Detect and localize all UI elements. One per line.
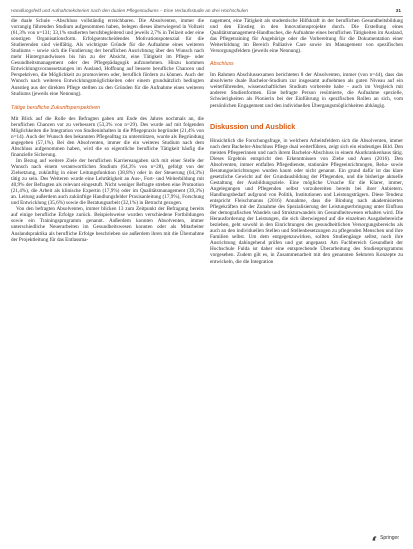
subsection-heading-career: Tätige berufliche Zukunftsperspektiven bbox=[11, 104, 101, 111]
left-paragraph-1: die duale Schule –Abschluss vollständig erreichbaren. Die Absolventen, immer die vorrangig führenden Studium aufgenommen haben, belegen dieses überwiegend in Vollzeit (61,3% von n=131; 33,1% studierten berufsbegleitend und jeweils 2,7% in Teilzeit oder eine sonstigen Organisationsform. Erfolgsentscheidendes Motivationspotenzial für die Studierenden sind vielfältig. Als wichtigste Gründe für die Aufnahme eines weiteren Studiums – sowie sich die Fundierung der beruflichen Ausrichtung über den Wunsch nach mehr Hintergrundwissen bis hin zu der Absicht, eine Tätigkeit im Pflege- oder Gesundheitsmanagement oder des Pflegepädagogik aufzunehmen. Hinzu kommen Entwicklungsvoraussetzungen im Ausland, Hoffnung auf bessere berufliche Chancen und Perspektiven, die Möglichkeit zu promovieren oder, beruflich fördern zu können. Auch der Wunsch nach weiteren Entwicklungsmöglichkeiten oder einem grundsätzlich bedingten Ausstieg aus der direkten Pflege stellten zu den Gründen für die Aufnahme eines weiteren Studiums (jeweils eine Nennung). bbox=[11, 18, 204, 97]
right-paragraph-3: Hinsichtlich die Forschungsfrage, in welchem Arbeitsfeldern sich die Absolventen, immer nach dem Bachelor-Abschluss Pflege dual weiterführen, zeigt sich ein eindeutiges Bild. Den meisten Pflegeerinnen und nach ihrem Bachelor-Abschluss in einem Akutkrankenhaus tätig. Dieses Ergebnis entspricht den Erkenntnissen von Ziehe und Auen (2016). Den Absolventen, immer entfallen Pflegedienste, stationäre Pflegeeinrichtungen, Reha- sowie Beratungseinrichtungen wurden kaum oder nicht genannt. Ein grund dafür ist das klare gesetzliche Gewicht auf der Grundausbildung der Pflegenden, und die bisherige aktuelle Gestaltung der Ausbildungsziele. Eine mögliche Ursache für die Klarer, immer, Angelegungen und Pflegenden selbst vorzubereiten bereits bei ihrer Anbietern. Handlungsbedarf aufgrund von Politik, Institutionen und Leistungsträgern. Diese Tendenz entspricht Fleischmanns (2016) Annahme, dass die Bindung nach akademisierten Pflegekräften mit der Zunahme des Spezialisierung der Leistungserbringung unter Einfluss der demografischen Wandels und Strukturwandels im Gesundheitswesen erhalten wird. Die Herausforderung der Leistungen, die sich überwiegend auf die einzelnen Ausgabebereiche beziehen, geht sowohl in den Einrichtungen des gesundheitlichen Versorgungsbereichs als auch an den individuellen Stellen und Stellenbesetzungen zu pflegenden Menschen und ihre Familien selbst. Um dem entgegenzuwirken, sollten Studiengänge selbst, noch ihre Ausrichtung dahingehend prüfen und gut angepasst. Am Fachbereich Gesundheit der Hochschule Fulda ist daher eine entsprechende Überarbeitung des Studienprogramms vorgesehen. Zudem gilt es, in Zusammenarbeit mit den genannten Sektoren Konzepte zu entwickeln, die die Integration bbox=[210, 137, 403, 265]
subsection-heading-abschluss: Abschluss bbox=[210, 61, 234, 68]
left-paragraph-2: Mit Blick auf die Rolle des Befragten gaben am Ende des Jahres nochmals an, die beruflichen Chancen vor zu verbessern (53,3% von n=29). Des wurde auf mit folgenden Möglichkeiten die Integration von Studieninhalten in die Pflegepraxis begründet (21,4% von n=14). Auch der Wunsch den bekannten Pflegealltag zu unterstützen, wurde als Begründung angegeben (57,1%). Bei den Absolventen, immer die ein weiteres Studium nach dem Abschluss aufgenommen haben, wird die so eigentliche berufliche Tätigkeit häufig die finanzielle Sicherung. bbox=[11, 115, 204, 158]
horse-icon bbox=[371, 535, 378, 542]
running-header bbox=[11, 6, 403, 17]
left-column bbox=[11, 18, 204, 530]
publisher-logo bbox=[371, 534, 399, 542]
running-header-title: Handlungsfeld und Aufnahmekriterien nach den dualen Pflegestudiums – Eine Verlaufsstudie an drei Hochschulen bbox=[11, 8, 249, 13]
section-heading-discussion: Diskussion und Ausblick bbox=[210, 121, 296, 131]
page-number: 31 bbox=[395, 8, 401, 13]
left-paragraph-4: Von den befragten Absolventen, immer blicken 13 zum Zeitpunkt der Befragung bereits auf einige berufliche Erfolge zurück. Beispielsweise wurden verschiedene Fortbildungen sowie ein Trainingsprogramm genannt. Außerdem konnten Absolventen, immer unterschiedliche Neuerarbeiten im Gesundheitswesen konnten oder als Mitarbeiter Auslandspraktika als berufliche Erfolge beschrieben sie außerdem ihren mit die Übernahme der Projektleitung für das Entlassma- bbox=[11, 206, 204, 243]
publisher-name: Springer bbox=[380, 535, 399, 541]
left-paragraph-3: Im Bezug auf weitere Ziele der beruflichen Karriereangaben sich mit einer Stelle der Wunsch nach einem verantwortlichen Studium (64,3% von n=28), gefolgt von der Zielsetzung, zukünftig in einer Leitungsfunktion (38,8%) oder in der Steuerung (64,3%) tätig zu sein. Des Weiteren wurde eine Lehrtätigkeit an Aus-, Fort- und Weiterbildung mit 40,9% der Befragten als relevant eingestuft. Nicht weniger Befragte streben eine Promotion (21,4%), die Arbeit als klinische Expertin (17,9%) oder im Qualitätsmanagement (39,3%) an. Leitung außerdem auch zukünftige Handlungsfelder Praxisanleitung (17,9%), Forschung und Entwicklung (35,6%) sowie die Beratungsarbeit (32,1%) in Betracht gezogen. bbox=[11, 157, 204, 207]
right-paragraph-2: Im Rahmen Abschlussexamen berichteten 8 der Absolventen, immer (von n=44), dass das absolvierte duale Bachelor-Studium zur insgesamt aufnehmen als guten Niveau auf ein weiterführendes, wissenschaftliches Studium vorbereite habe – auch im Vergleich mit anderen Studienformen. Eine befragte Person resümierte, die Aufnahme spezielle, Schwierigkeiten als Pionierin bei der Einführung in spezifischen Rollen an sich, vom persönlichen Engagement und den individuellen Übergangsmöglichkeiten abhängig. bbox=[210, 72, 403, 109]
right-paragraph-1: nagement, eine Tätigkeit als studentische Hilfskraft in der beruflichen Gesundheitsbildung und den Einstieg in den Innovationsprojekte durch. Die Erstellung eines Qualitätsmanagement-Handbuches, die Aufnahme eines beruflichen Tätigkeiten im Ausland, das Pflegetraining für Angehörige oder die Vorbereitung für die Dokumentation einer Weiterbildung im Bereich Palliative Care sowie im Management von spezifischen Versorgungsfeldern (jeweils eine Nennung). bbox=[210, 18, 403, 55]
right-column bbox=[210, 18, 403, 530]
